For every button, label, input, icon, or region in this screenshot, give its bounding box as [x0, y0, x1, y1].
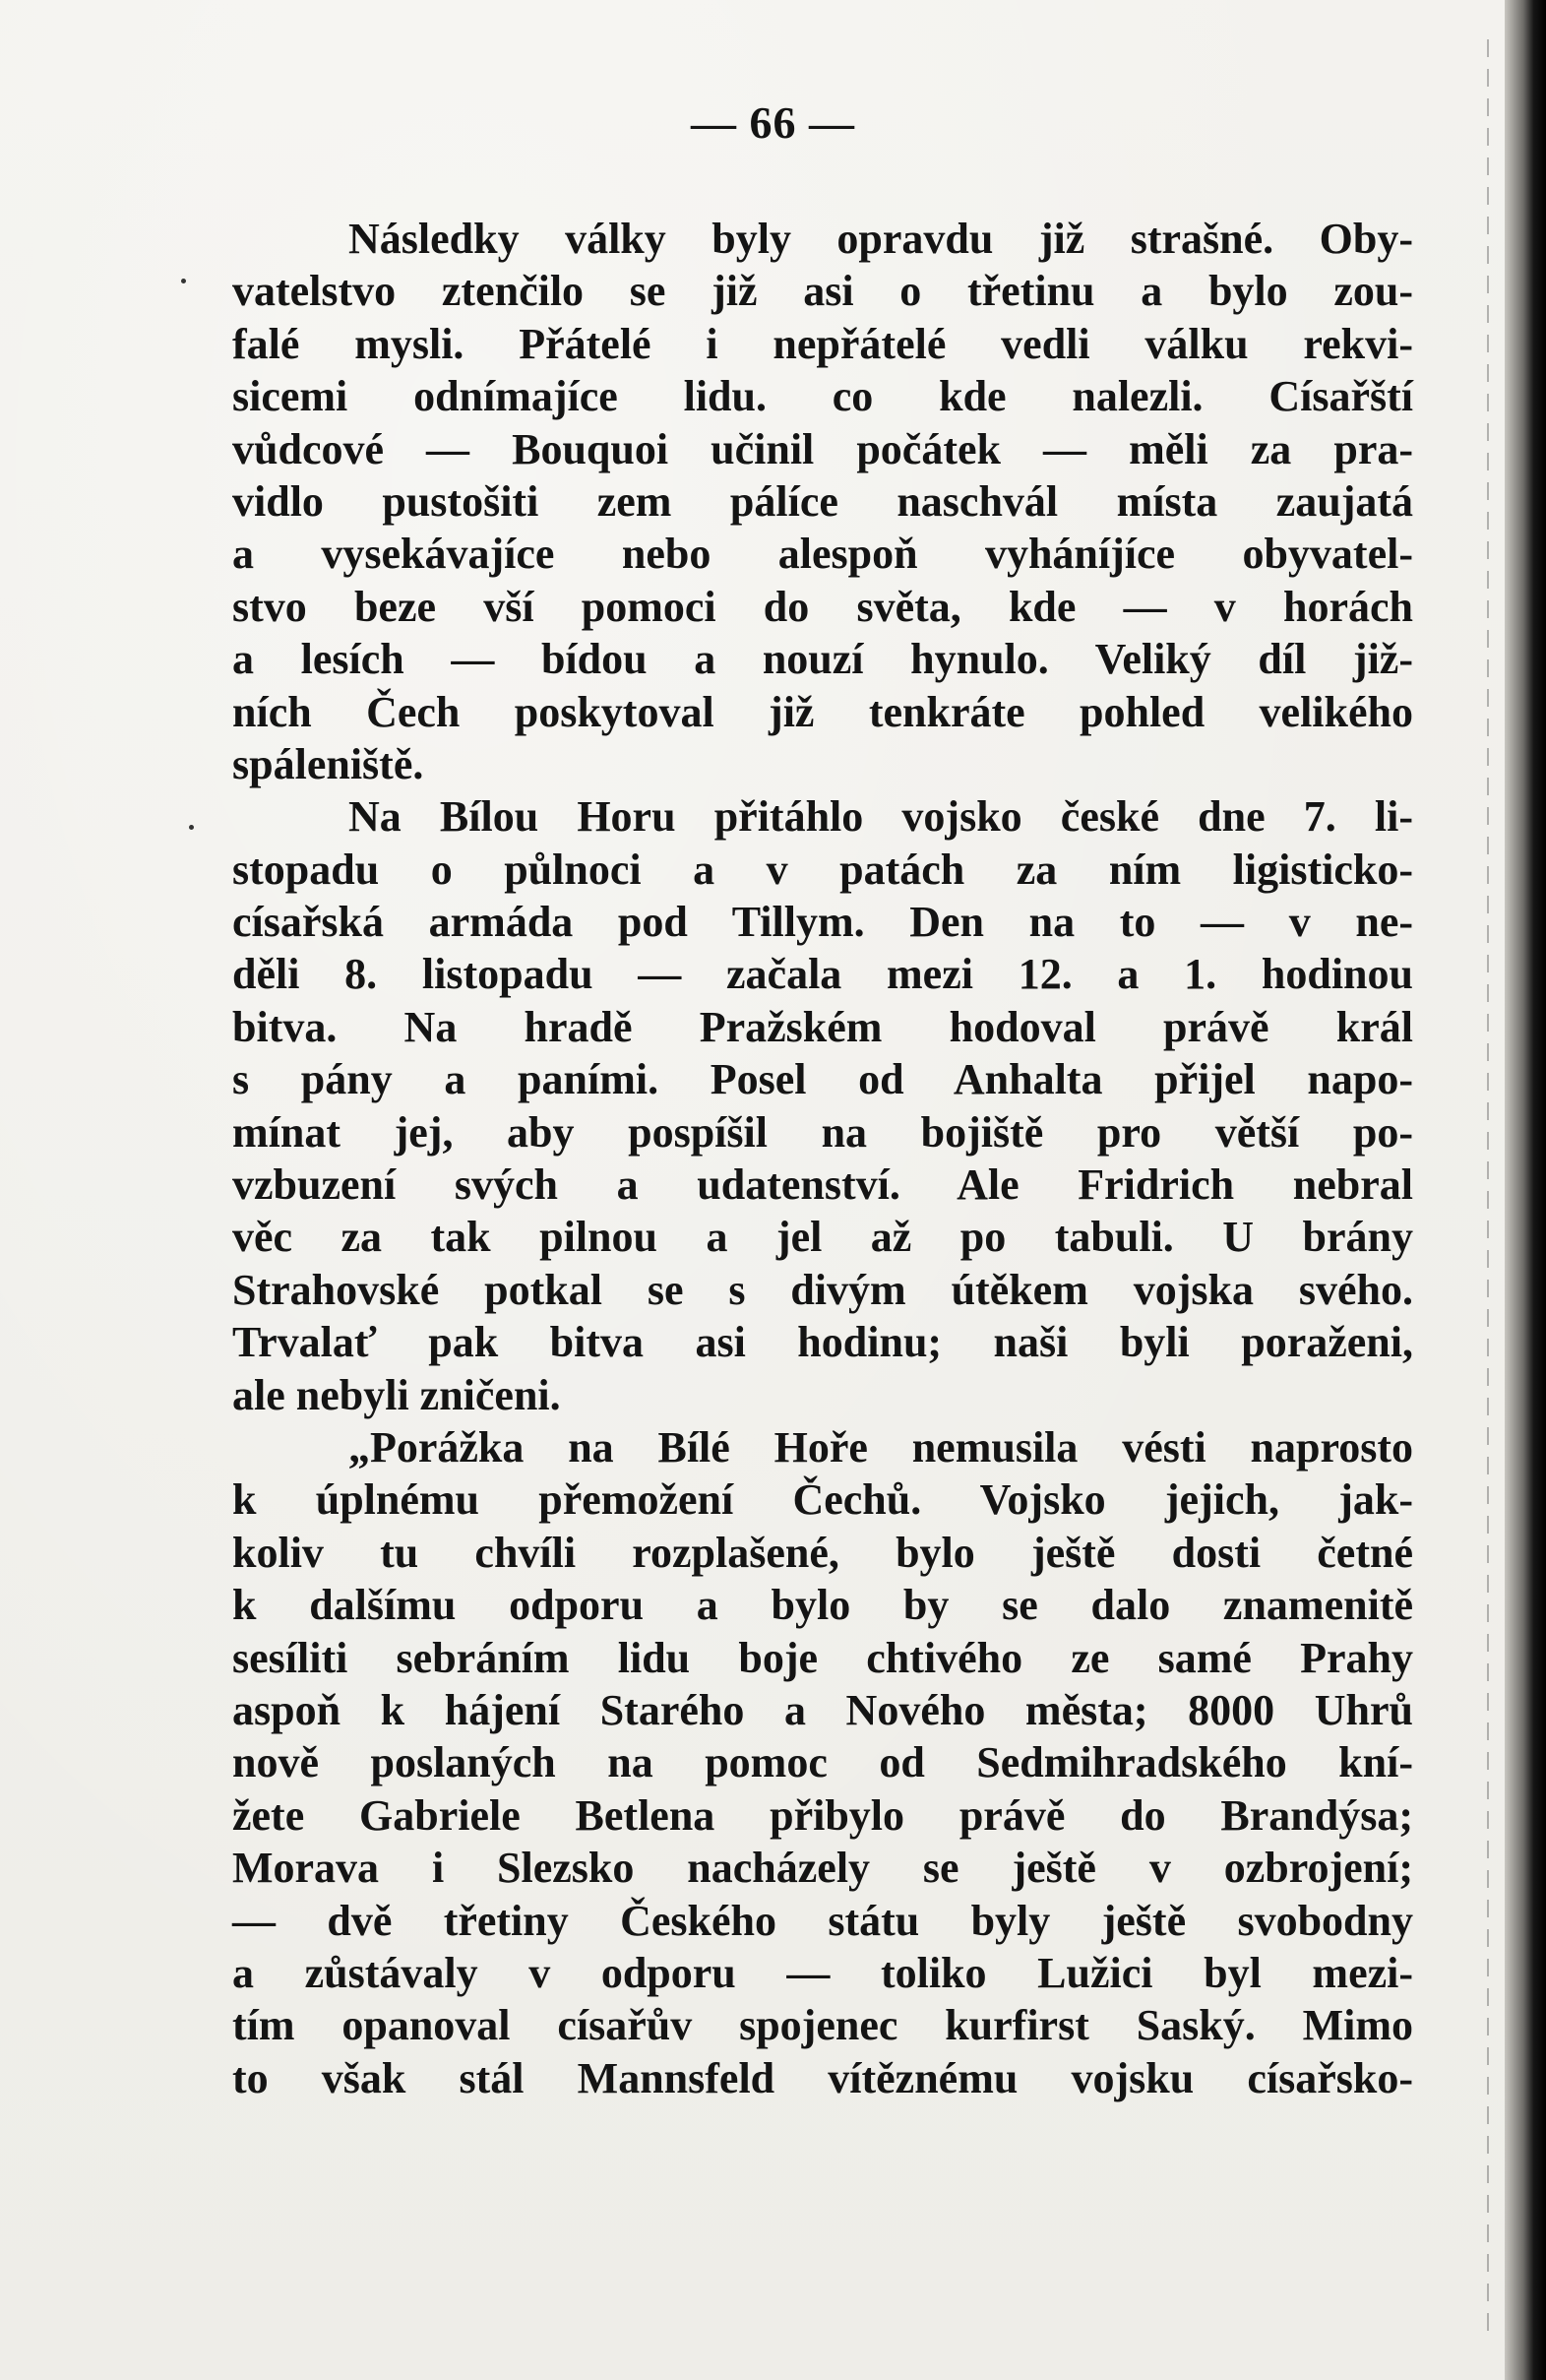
text-line: ních Čech poskytoval již tenkráte pohled velikého	[232, 687, 1413, 736]
text-line: aspoň k hájení Starého a Nového města; 8000 Uhrů	[232, 1685, 1413, 1734]
text-line: tím opanoval císařův spojenec kurfirst Saský. Mimo	[232, 2001, 1413, 2050]
text-line: Na Bílou Horu přitáhlo vojsko české dne 7. li-	[348, 792, 1413, 842]
text-line: děli 8. listopadu — začala mezi 12. a 1. hodinou	[232, 950, 1413, 999]
text-line: „Porážka na Bílé Hoře nemusila vésti naprosto	[348, 1422, 1413, 1472]
text-line: sesíliti sebráním lidu boje chtivého ze samé Prahy	[232, 1633, 1413, 1682]
text-line: a zůstávaly v odporu — toliko Lužici byl mezi-	[232, 1948, 1413, 1997]
text-line: Morava i Slezsko nacházely se ještě v ozbrojení;	[232, 1844, 1413, 1893]
ink-speck	[181, 279, 186, 283]
text-line: ale nebyli zničeni.	[232, 1370, 561, 1419]
text-line: to však stál Mannsfeld vítěznému vojsku císařsko-	[232, 2053, 1413, 2102]
text-line: bitva. Na hradě Pražském hodoval právě král	[232, 1002, 1413, 1051]
text-line: mínat jej, aby pospíšil na bojiště pro větší po-	[232, 1107, 1413, 1157]
text-line: císařská armáda pod Tillym. Den na to — v ne-	[232, 898, 1413, 947]
text-line: vzbuzení svých a udatenství. Ale Fridrich nebral	[232, 1160, 1413, 1210]
text-line: sicemi odnímajíce lidu. co kde nalezli. Císařští	[232, 372, 1413, 421]
text-line: s pány a paními. Posel od Anhalta přijel napo-	[232, 1055, 1413, 1104]
text-line: vatelstvo ztenčilo se již asi o třetinu a bylo zou-	[232, 267, 1413, 316]
page-number: — 66 —	[691, 97, 855, 148]
text-line: spáleniště.	[232, 739, 424, 788]
text-line: stvo beze vší pomoci do světa, kde — v horách	[232, 582, 1413, 631]
paragraph	[232, 1421, 1413, 2104]
paragraph	[232, 213, 1413, 790]
body-text	[232, 213, 1413, 2104]
text-line: k úplnému přemožení Čechů. Vojsko jejich, jak-	[232, 1475, 1413, 1525]
text-line: nově poslaných na pomoc od Sedmihradského kní-	[232, 1738, 1413, 1787]
text-line: stopadu o půlnoci a v patách za ním ligisticko-	[232, 845, 1413, 894]
ink-speck	[189, 825, 194, 830]
text-line: koliv tu chvíli rozplašené, bylo ještě dosti četné	[232, 1528, 1413, 1577]
text-line: Strahovské potkal se s divým útěkem vojska svého.	[232, 1265, 1413, 1314]
text-line: věc za tak pilnou a jel až po tabuli. U brány	[232, 1213, 1413, 1262]
text-line: k dalšímu odporu a bylo by se dalo znamenitě	[232, 1581, 1413, 1630]
text-line: falé mysli. Přátelé i nepřátelé vedli válku rekvi-	[232, 319, 1413, 368]
text-line: vůdcové — Bouquoi učinil počátek — měli za pra-	[232, 424, 1413, 473]
text-line: Trvalať pak bitva asi hodinu; naši byli poraženi,	[232, 1318, 1413, 1367]
text-line: Následky války byly opravdu již strašné. Oby-	[348, 215, 1413, 263]
text-line: vidlo pustošiti zem pálíce naschvál místa zaujatá	[232, 476, 1413, 526]
text-line: — dvě třetiny Českého státu byly ještě svobodny	[232, 1896, 1413, 1945]
paragraph	[232, 790, 1413, 1421]
book-edge	[1505, 0, 1546, 2380]
text-line: a vysekávajíce nebo alespoň vyháníjíce obyvatel-	[232, 530, 1413, 579]
page-fold-shadow	[1487, 39, 1489, 2343]
text-line: žete Gabriele Betlena přibylo právě do Brandýsa;	[232, 1790, 1413, 1840]
text-line: a lesích — bídou a nouzí hynulo. Veliký díl již-	[232, 635, 1413, 684]
